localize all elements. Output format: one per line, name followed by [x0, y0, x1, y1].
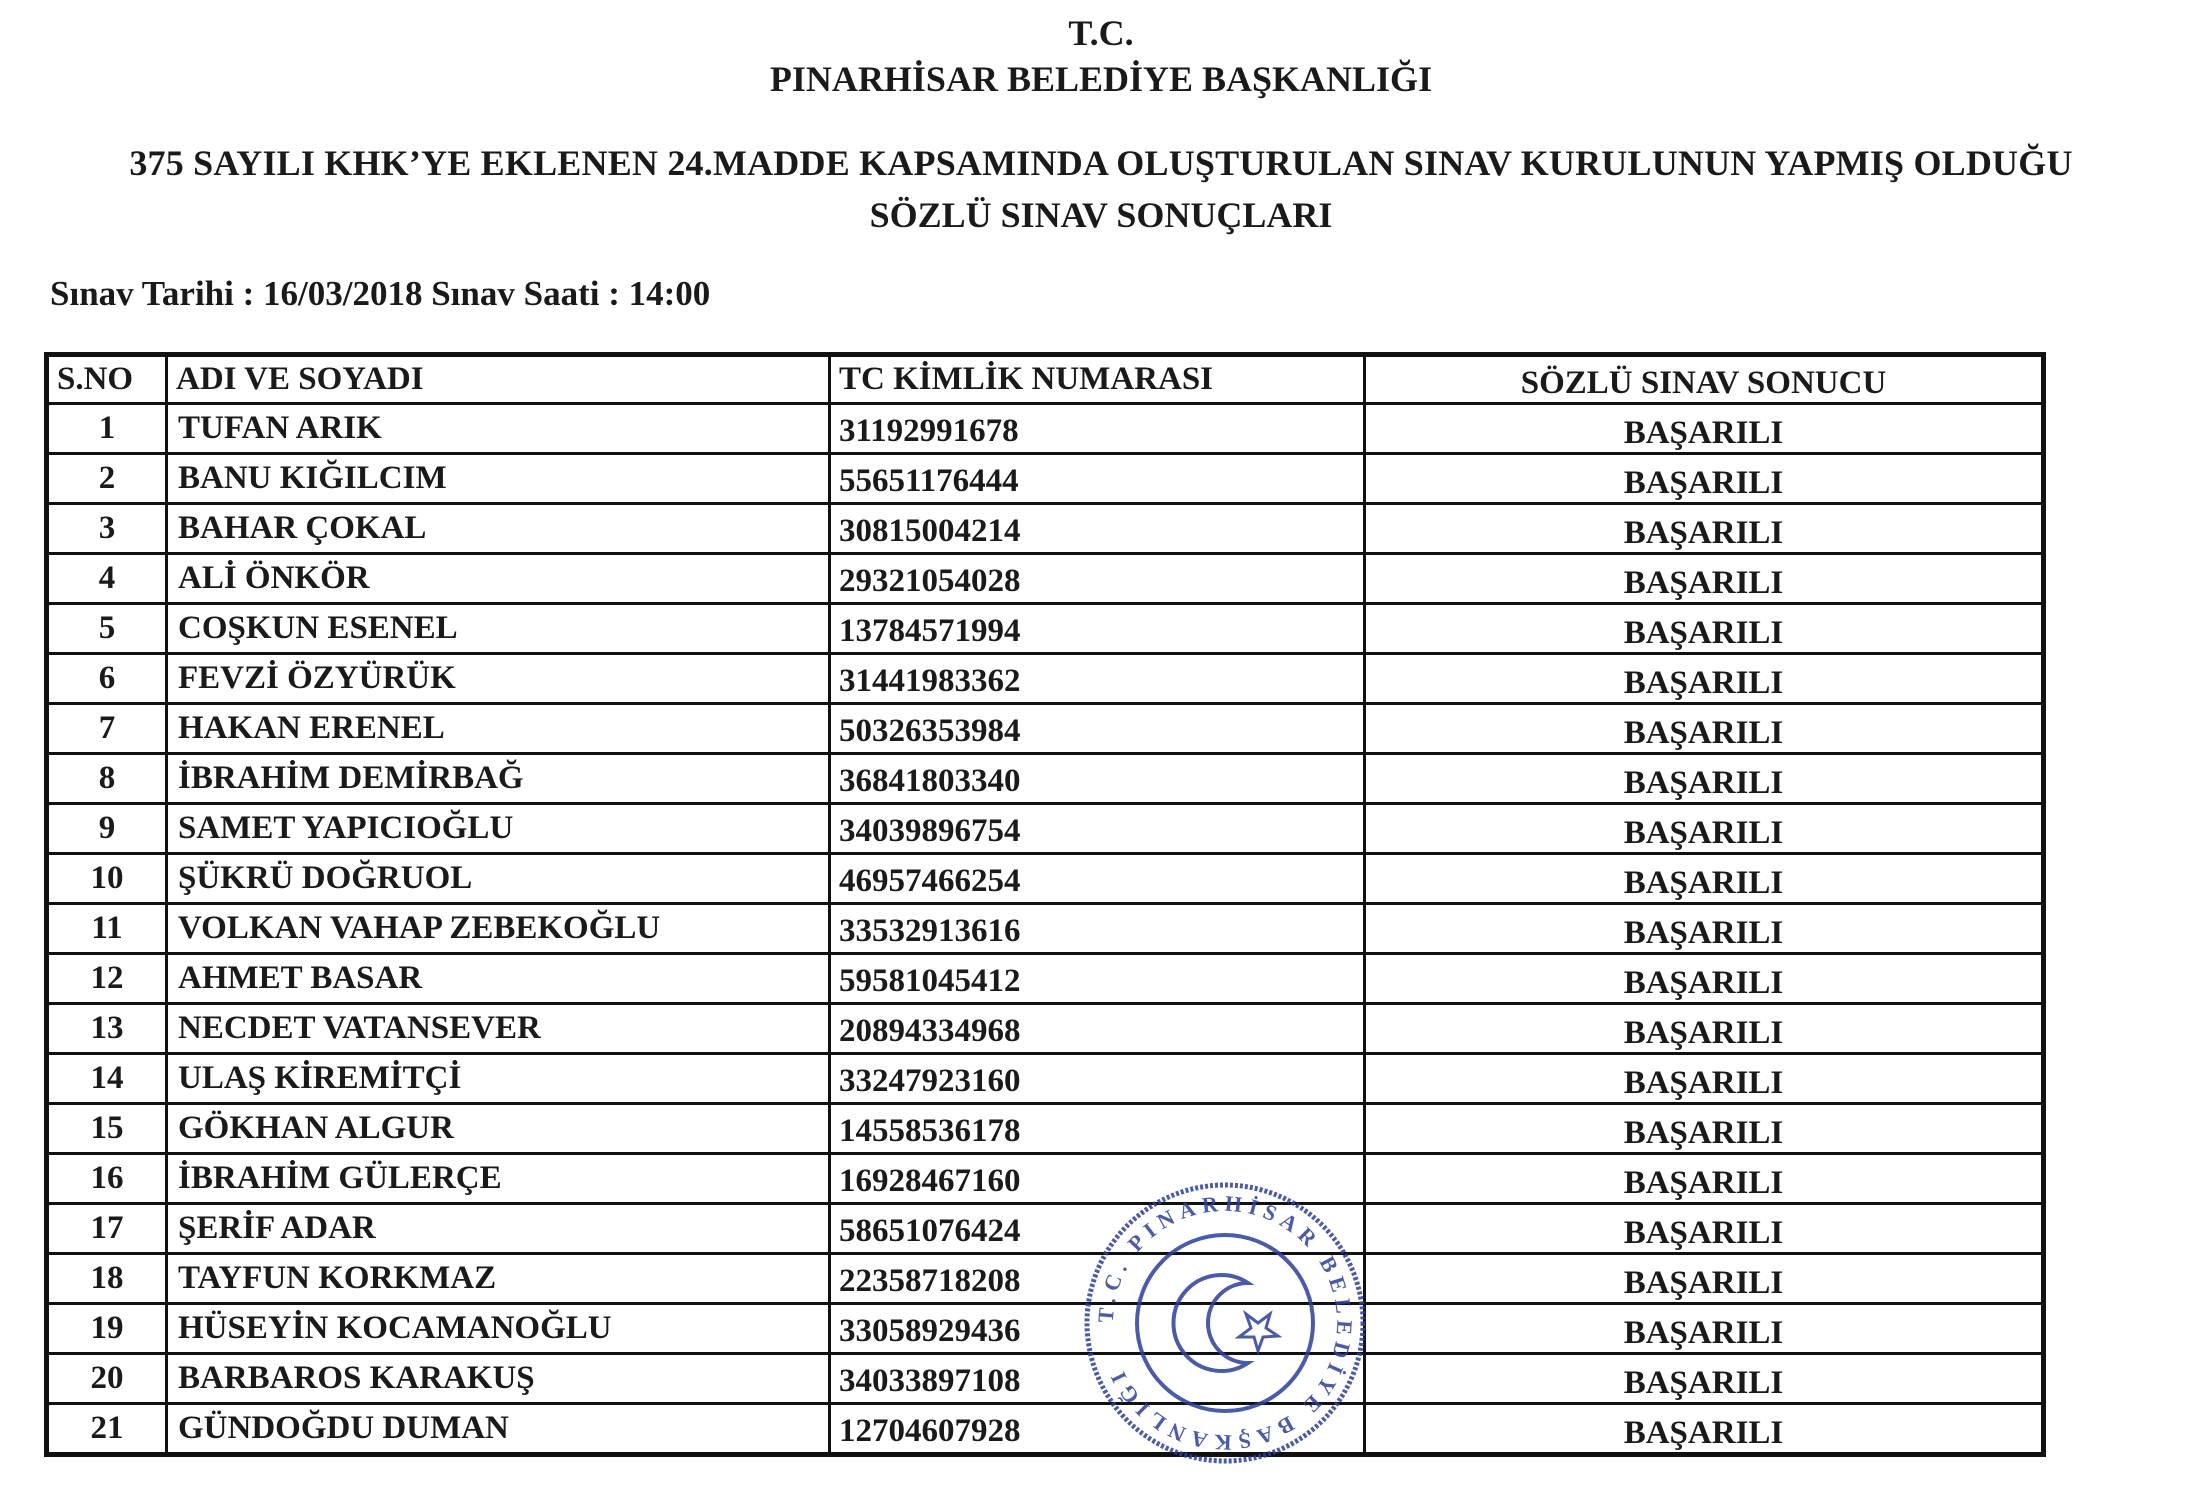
- header-tc-number: TC KİMLİK NUMARASI: [830, 355, 1365, 404]
- exam-time: 14:00: [628, 274, 711, 313]
- row-result: BAŞARILI: [1365, 704, 2044, 754]
- table-row: [47, 1004, 2044, 1054]
- row-number: 19: [47, 1304, 167, 1354]
- row-name: İBRAHİM GÜLERÇE: [167, 1154, 830, 1204]
- row-result: BAŞARILI: [1365, 1204, 2044, 1254]
- document-country-heading: T.C.: [1068, 13, 1134, 53]
- row-number: 4: [47, 554, 167, 604]
- row-number: 13: [47, 1004, 167, 1054]
- document-title-line-2: SÖZLÜ SINAV SONUÇLARI: [869, 195, 1333, 235]
- table-row: [47, 1104, 2044, 1154]
- header-sno: S.NO: [47, 355, 167, 404]
- row-result: BAŞARILI: [1365, 1004, 2044, 1054]
- row-tc-number: 13784571994: [830, 604, 1365, 654]
- row-number: 5: [47, 604, 167, 654]
- row-tc-number: 34039896754: [830, 804, 1365, 854]
- row-result: BAŞARILI: [1365, 804, 2044, 854]
- row-result: BAŞARILI: [1365, 954, 2044, 1004]
- row-tc-number: 58651076424: [830, 1204, 1365, 1254]
- row-name: VOLKAN VAHAP ZEBEKOĞLU: [167, 904, 830, 954]
- row-tc-number: 31441983362: [830, 654, 1365, 704]
- row-tc-number: 12704607928: [830, 1404, 1365, 1455]
- row-name: SAMET YAPICIOĞLU: [167, 804, 830, 854]
- row-number: 21: [47, 1404, 167, 1455]
- exam-date: 16/03/2018: [263, 274, 423, 313]
- table-row: [47, 1204, 2044, 1254]
- header-name: ADI VE SOYADI: [167, 355, 830, 404]
- table-row: [47, 454, 2044, 504]
- table-row: [47, 1254, 2044, 1304]
- row-tc-number: 22358718208: [830, 1254, 1365, 1304]
- row-name: HAKAN ERENEL: [167, 704, 830, 754]
- row-result: BAŞARILI: [1365, 504, 2044, 554]
- table-row: [47, 404, 2044, 454]
- row-result: BAŞARILI: [1365, 854, 2044, 904]
- row-name: GÖKHAN ALGUR: [167, 1104, 830, 1154]
- row-name: GÜNDOĞDU DUMAN: [167, 1404, 830, 1455]
- row-tc-number: 46957466254: [830, 854, 1365, 904]
- row-name: COŞKUN ESENEL: [167, 604, 830, 654]
- table-row: [47, 554, 2044, 604]
- table-body: [47, 404, 2044, 1455]
- row-result: BAŞARILI: [1365, 454, 2044, 504]
- row-tc-number: 59581045412: [830, 954, 1365, 1004]
- row-number: 6: [47, 654, 167, 704]
- row-tc-number: 34033897108: [830, 1354, 1365, 1404]
- row-number: 18: [47, 1254, 167, 1304]
- row-name: AHMET BASAR: [167, 954, 830, 1004]
- row-result: BAŞARILI: [1365, 904, 2044, 954]
- row-result: BAŞARILI: [1365, 1354, 2044, 1404]
- row-name: ŞÜKRÜ DOĞRUOL: [167, 854, 830, 904]
- row-name: FEVZİ ÖZYÜRÜK: [167, 654, 830, 704]
- row-number: 8: [47, 754, 167, 804]
- row-number: 11: [47, 904, 167, 954]
- table-row: [47, 504, 2044, 554]
- row-tc-number: 14558536178: [830, 1104, 1365, 1154]
- table-row: [47, 754, 2044, 804]
- row-tc-number: 33058929436: [830, 1304, 1365, 1354]
- table-row: [47, 654, 2044, 704]
- row-name: BANU KIĞILCIM: [167, 454, 830, 504]
- row-tc-number: 31192991678: [830, 404, 1365, 454]
- row-number: 7: [47, 704, 167, 754]
- row-name: HÜSEYİN KOCAMANOĞLU: [167, 1304, 830, 1354]
- table-row: [47, 1054, 2044, 1104]
- municipality-heading: PINARHİSAR BELEDİYE BAŞKANLIĞI: [769, 59, 1433, 99]
- row-result: BAŞARILI: [1365, 654, 2044, 704]
- exam-time-label: Sınav Saati :: [422, 274, 629, 313]
- row-number: 17: [47, 1204, 167, 1254]
- row-result: BAŞARILI: [1365, 1154, 2044, 1204]
- row-name: ŞERİF ADAR: [167, 1204, 830, 1254]
- row-result: BAŞARILI: [1365, 1254, 2044, 1304]
- row-result: BAŞARILI: [1365, 1404, 2044, 1455]
- row-name: ULAŞ KİREMİTÇİ: [167, 1054, 830, 1104]
- row-tc-number: 50326353984: [830, 704, 1365, 754]
- row-name: TAYFUN KORKMAZ: [167, 1254, 830, 1304]
- row-result: BAŞARILI: [1365, 404, 2044, 454]
- row-name: TUFAN ARIK: [167, 404, 830, 454]
- row-number: 12: [47, 954, 167, 1004]
- row-number: 2: [47, 454, 167, 504]
- row-number: 15: [47, 1104, 167, 1154]
- row-name: NECDET VATANSEVER: [167, 1004, 830, 1054]
- row-tc-number: 20894334968: [830, 1004, 1365, 1054]
- row-name: ALİ ÖNKÖR: [167, 554, 830, 604]
- row-tc-number: 33247923160: [830, 1054, 1365, 1104]
- seal-text: T.C. PINARHİSAR BELEDİYE BAŞKANLIĞI: [1092, 1190, 1358, 1456]
- row-tc-number: 16928467160: [830, 1154, 1365, 1204]
- row-number: 9: [47, 804, 167, 854]
- table-row: [47, 854, 2044, 904]
- table-row: [47, 1354, 2044, 1404]
- row-number: 3: [47, 504, 167, 554]
- table-row: [47, 904, 2044, 954]
- row-tc-number: 30815004214: [830, 504, 1365, 554]
- row-number: 1: [47, 404, 167, 454]
- results-table: [44, 352, 2046, 1457]
- table-row: [47, 954, 2044, 1004]
- row-result: BAŞARILI: [1365, 1304, 2044, 1354]
- row-name: BAHAR ÇOKAL: [167, 504, 830, 554]
- exam-date-label: Sınav Tarihi :: [50, 274, 264, 313]
- row-name: İBRAHİM DEMİRBAĞ: [167, 754, 830, 804]
- row-tc-number: 55651176444: [830, 454, 1365, 504]
- row-tc-number: 29321054028: [830, 554, 1365, 604]
- table-row: [47, 704, 2044, 754]
- row-result: BAŞARILI: [1365, 754, 2044, 804]
- row-number: 16: [47, 1154, 167, 1204]
- row-number: 20: [47, 1354, 167, 1404]
- table-row: [47, 1404, 2044, 1455]
- row-name: BARBAROS KARAKUŞ: [167, 1354, 830, 1404]
- row-result: BAŞARILI: [1365, 1104, 2044, 1154]
- table-header-row: [47, 355, 2044, 404]
- row-number: 10: [47, 854, 167, 904]
- row-number: 14: [47, 1054, 167, 1104]
- exam-info: [50, 274, 710, 314]
- row-result: BAŞARILI: [1365, 1054, 2044, 1104]
- table-row: [47, 604, 2044, 654]
- row-result: BAŞARILI: [1365, 604, 2044, 654]
- row-tc-number: 33532913616: [830, 904, 1365, 954]
- header-exam-result: SÖZLÜ SINAV SONUCU: [1365, 355, 2044, 404]
- table-row: [47, 1154, 2044, 1204]
- document-title-line-1: 375 SAYILI KHK’YE EKLENEN 24.MADDE KAPSAMINDA OLUŞTURULAN SINAV KURULUNUN YAPMIŞ OLDUĞU: [129, 143, 2073, 183]
- table-row: [47, 804, 2044, 854]
- row-result: BAŞARILI: [1365, 554, 2044, 604]
- row-tc-number: 36841803340: [830, 754, 1365, 804]
- table-row: [47, 1304, 2044, 1354]
